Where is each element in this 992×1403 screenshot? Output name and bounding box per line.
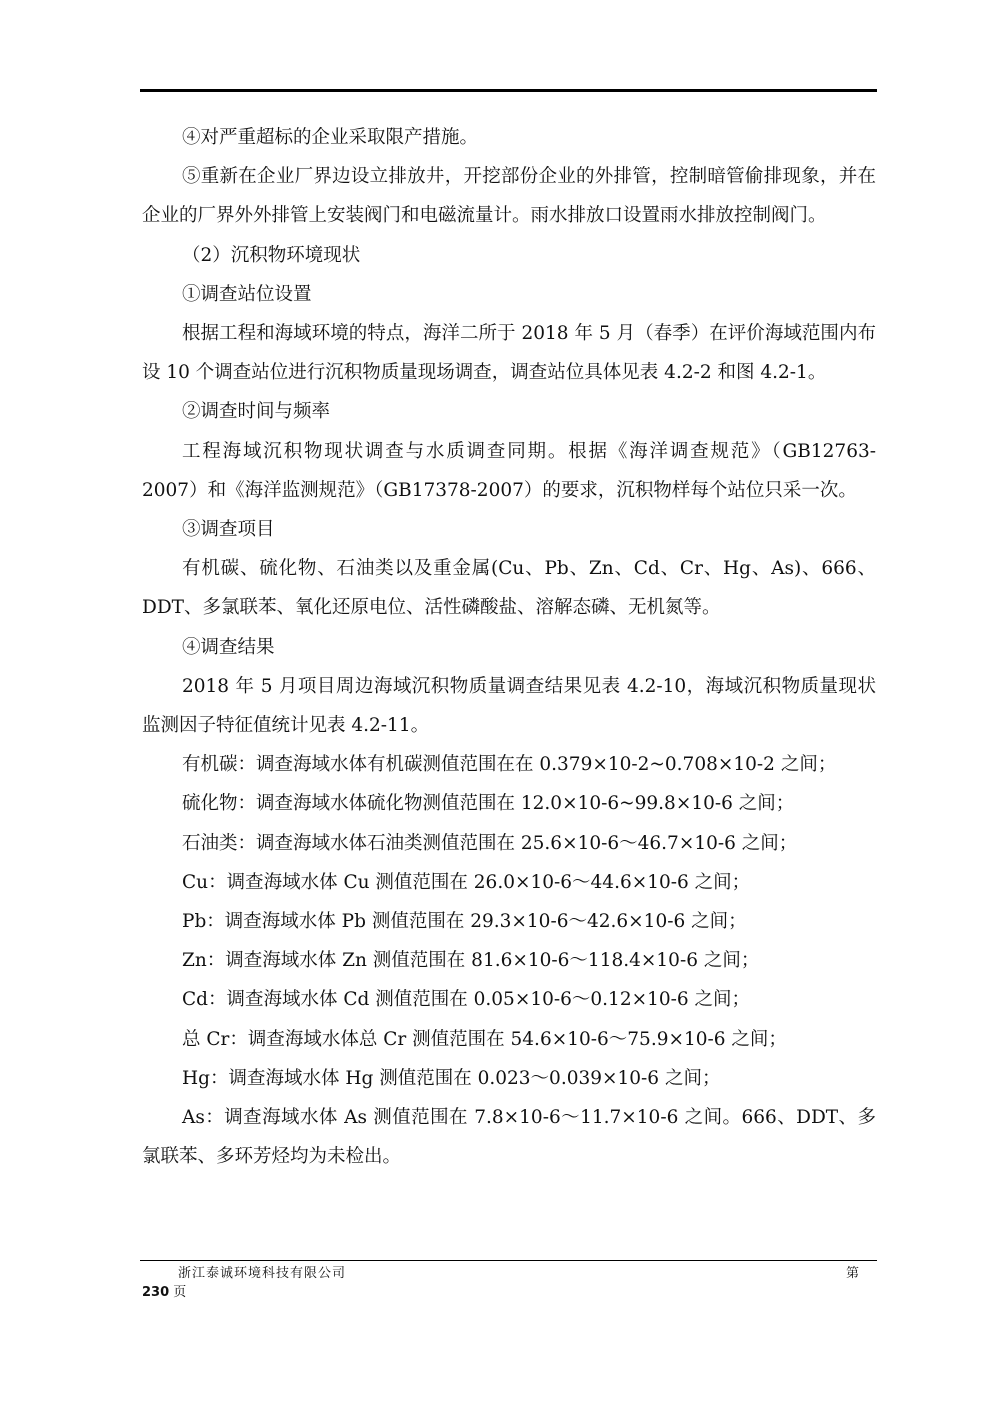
subheading-survey-results: ④调查结果	[182, 636, 275, 658]
paragraph-survey-items: 有机碳、硫化物、石油类以及重金属(Cu、Pb、Zn、Cd、Cr、Hg、As)、666、DDT、多氯联苯、氧化还原电位、活性磷酸盐、溶解态磷、无机氮等。	[142, 558, 876, 619]
result-petroleum: 石油类：调查海域水体石油类测值范围在 25.6×10-6～46.7×10-6 之间；	[182, 832, 798, 854]
result-sulfide: 硫化物：调查海域水体硫化物测值范围在 12.0×10-6~99.8×10-6 之间；	[182, 793, 795, 815]
result-as: As：调查海域水体 As 测值范围在 7.8×10-6～11.7×10-6 之间。666、DDT、多氯联苯、多环芳烃均为未检出。	[142, 1107, 876, 1168]
result-cu: Cu：调查海域水体 Cu 测值范围在 26.0×10-6～44.6×10-6 之间；	[182, 871, 751, 893]
result-pb: Pb：调查海域水体 Pb 测值范围在 29.3×10-6～42.6×10-6 之间；	[182, 911, 747, 933]
page-number: 230	[142, 1285, 170, 1300]
result-cd: Cd：调查海域水体 Cd 测值范围在 0.05×10-6～0.12×10-6 之间；	[182, 989, 751, 1011]
result-zn: Zn：调查海域水体 Zn 测值范围在 81.6×10-6～118.4×10-6 之间；	[182, 950, 760, 972]
result-organic-carbon: 有机碳：调查海域水体有机碳测值范围在在 0.379×10-2~0.708×10-2 之间；	[182, 754, 837, 776]
page-suffix: 页	[173, 1285, 187, 1300]
paragraph-station-setup: 根据工程和海域环境的特点，海洋二所于 2018 年 5 月（春季）在评价海域范围内布设 10 个调查站位进行沉积物质量现场调查，调查站位具体见表 4.2-2 和图 4.2-1。	[142, 323, 876, 384]
paragraph-measure-5: ⑤重新在企业厂界边设立排放井，开挖部份企业的外排管，控制暗管偷排现象，并在企业的厂界外外排管上安装阀门和电磁流量计。雨水排放口设置雨水排放控制阀门。	[142, 166, 876, 227]
document-body	[142, 118, 876, 1176]
subheading-station-setup: ①调查站位设置	[182, 283, 312, 305]
result-hg: Hg：调查海域水体 Hg 测值范围在 0.023～0.039×10-6 之间；	[182, 1067, 721, 1089]
footer-page-prefix: 第	[846, 1266, 860, 1281]
paragraph-time-frequency: 工程海域沉积物现状调查与水质调查同期。根据《海洋调查规范》（GB12763-2007）和《海洋监测规范》（GB17378-2007）的要求，沉积物样每个站位只采一次。	[142, 440, 876, 501]
header-rule	[140, 89, 877, 92]
subheading-time-frequency: ②调查时间与频率	[182, 401, 331, 423]
section-heading-sediment: （2）沉积物环境现状	[182, 244, 361, 266]
subheading-survey-items: ③调查项目	[182, 519, 275, 541]
paragraph-measure-4: ④对严重超标的企业采取限产措施。	[182, 127, 479, 148]
paragraph-survey-results: 2018 年 5 月项目周边海域沉积物质量调查结果见表 4.2-10，海域沉积物质量现状监测因子特征值统计见表 4.2-11。	[142, 675, 876, 737]
result-cr: 总 Cr：调查海域水体总 Cr 测值范围在 54.6×10-6～75.9×10-6 之间；	[182, 1028, 787, 1050]
footer-company: 浙江泰诚环境科技有限公司	[178, 1266, 347, 1281]
footer-page-number	[142, 1283, 186, 1303]
footer-rule	[140, 1260, 877, 1261]
